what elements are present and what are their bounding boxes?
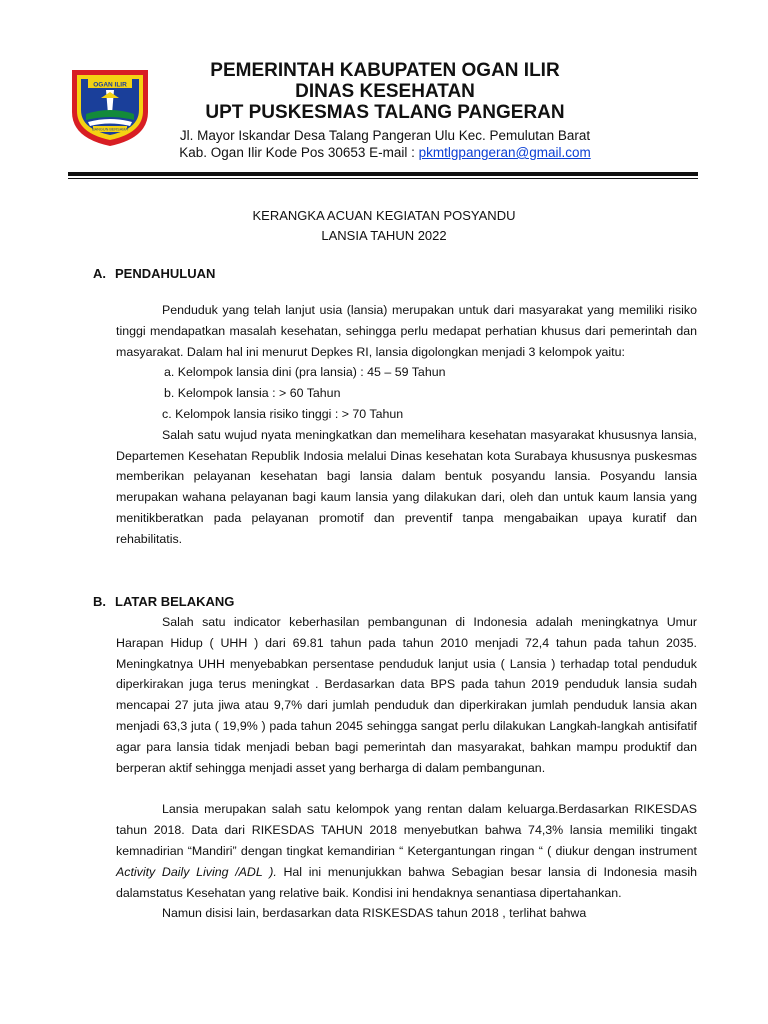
adl-term: Activity Daily Living /ADL ).	[116, 864, 277, 879]
logo-motto: BANGUN BERSAMA	[92, 127, 128, 132]
section-b-body	[116, 612, 697, 924]
email-link[interactable]: pkmtlgpangeran@gmail.com	[418, 145, 591, 160]
section-b-paragraph-1: Salah satu indicator keberhasilan pembangunan di Indonesia adalah meningkatnya Umur Harapan Hidup ( UHH ) dari 69.81 tahun pada tahun 2010 menjadi 72,4 tahun pada tahun 2035. Meningkatnya UHH menyebabkan persentase penduduk lanjut usia ( Lansia ) terhadap total penduduk diperkirakan juga terus meningkat . Berdasarkan data BPS pada tahun 2019 penduduk lansia sudah mencapai 27 juta jiwa atau 9,7% dari jumlah penduduk dan diperkirakan jumlah penduduk lansia akan menjadi 63,3 juta ( 19,9% ) pada tahun 2045 sehingga sangat perlu dilakukan Langkah-langkah antisifatif agar para lansia tidak menjadi beban bagi pemerintah dan masyarakat, bahkan mampu produktif dan berperan aktif sehingga menjadi asset yang berharga di dalam pembangunan.	[116, 615, 697, 775]
section-b-paragraph-2-text-b: Hal ini menunjukkan bahwa Sebagian besar lansia di Indonesia masih dalamstatus Kesehatan yang relative baik. Kondisi ini hendaknya senantiasa dipertahankan.	[116, 864, 697, 900]
agency-name: DINAS KESEHATAN	[295, 81, 475, 102]
section-b-heading	[93, 594, 234, 609]
title-line-2: LANSIA TAHUN 2022	[321, 228, 447, 243]
section-a-paragraph-2: Salah satu wujud nyata meningkatkan dan memelihara kesehatan masyarakat khususnya lansia, Departemen Kesehatan Republik Indosia melalui Dinas kesehatan kota Surabaya khususnya puskesmas memberikan pelayanan kesehatan bagi lansia dalam bentuk posyandu lansia. Posyandu lansia merupakan wahana pelayanan bagi kaum lansia yang dilakukan dari, oleh dan untuk kaum lansia yang menitikberatkan pada pelayanan promotif dan preventif tanpa mengabaikan upaya kuratif dan rehabilitatis.	[116, 427, 697, 546]
letterhead	[150, 60, 620, 161]
section-b-paragraph-2-text-a: Lansia merupakan salah satu kelompok yang rentan dalam keluarga.Berdasarkan RIKESDAS tahun 2018. Data dari RIKESDAS TAHUN 2018 menyebutkan bahwa 74,3% lansia memiliki tingakt kemnadirian “Mandiri” dengan tingkat kemandirian “ Ketergantungan ringan “ ( diukur dengan instrument	[116, 802, 697, 858]
ogan-ilir-logo	[68, 62, 152, 148]
section-a-number: A.	[93, 266, 106, 281]
section-b-paragraph-3: Namun disisi lain, berdasarkan data RISKESDAS tahun 2018 , terlihat bahwa	[162, 906, 587, 921]
logo-text: OGAN ILIR	[93, 81, 127, 89]
address-line-2	[150, 144, 620, 161]
unit-name: UPT PUSKESMAS TALANG PANGERAN	[205, 102, 565, 123]
address-line-1: Jl. Mayor Iskandar Desa Talang Pangeran Ulu Kec. Pemulutan Barat	[179, 128, 591, 143]
title-line-1: KERANGKA ACUAN KEGIATAN POSYANDU	[252, 208, 516, 223]
list-item: b. Kelompok lansia : > 60 Tahun	[164, 386, 341, 401]
section-b-paragraph-2	[116, 799, 697, 903]
section-a-paragraph-1: Penduduk yang telah lanjut usia (lansia) merupakan untuk dari masyarakat yang memiliki risiko tinggi mendapatkan masalah kesehatan, sehingga perlu medapat perhatian khusus dari pemerintah dan masyarakat. Dalam hal ini menurut Depkes RI, lansia digolongkan menjadi 3 kelompok yaitu:	[116, 303, 697, 359]
list-item: a. Kelompok lansia dini (pra lansia) : 45 – 59 Tahun	[164, 365, 446, 380]
section-a-title: PENDAHULUAN	[115, 266, 216, 281]
section-a-heading	[93, 266, 215, 281]
list-item: c. Kelompok lansia risiko tinggi : > 70 Tahun	[162, 406, 404, 421]
section-b-title: LATAR BELAKANG	[115, 594, 235, 609]
section-b-number: B.	[93, 594, 106, 609]
section-a-body	[116, 300, 697, 550]
gov-name: PEMERINTAH KABUPATEN OGAN ILIR	[210, 60, 560, 81]
address	[150, 127, 620, 161]
document-title	[0, 206, 768, 246]
address-line-2-text: Kab. Ogan Ilir Kode Pos 30653 E-mail :	[179, 145, 419, 160]
header-rule-thin	[68, 178, 698, 179]
header-rule-thick	[68, 172, 698, 176]
